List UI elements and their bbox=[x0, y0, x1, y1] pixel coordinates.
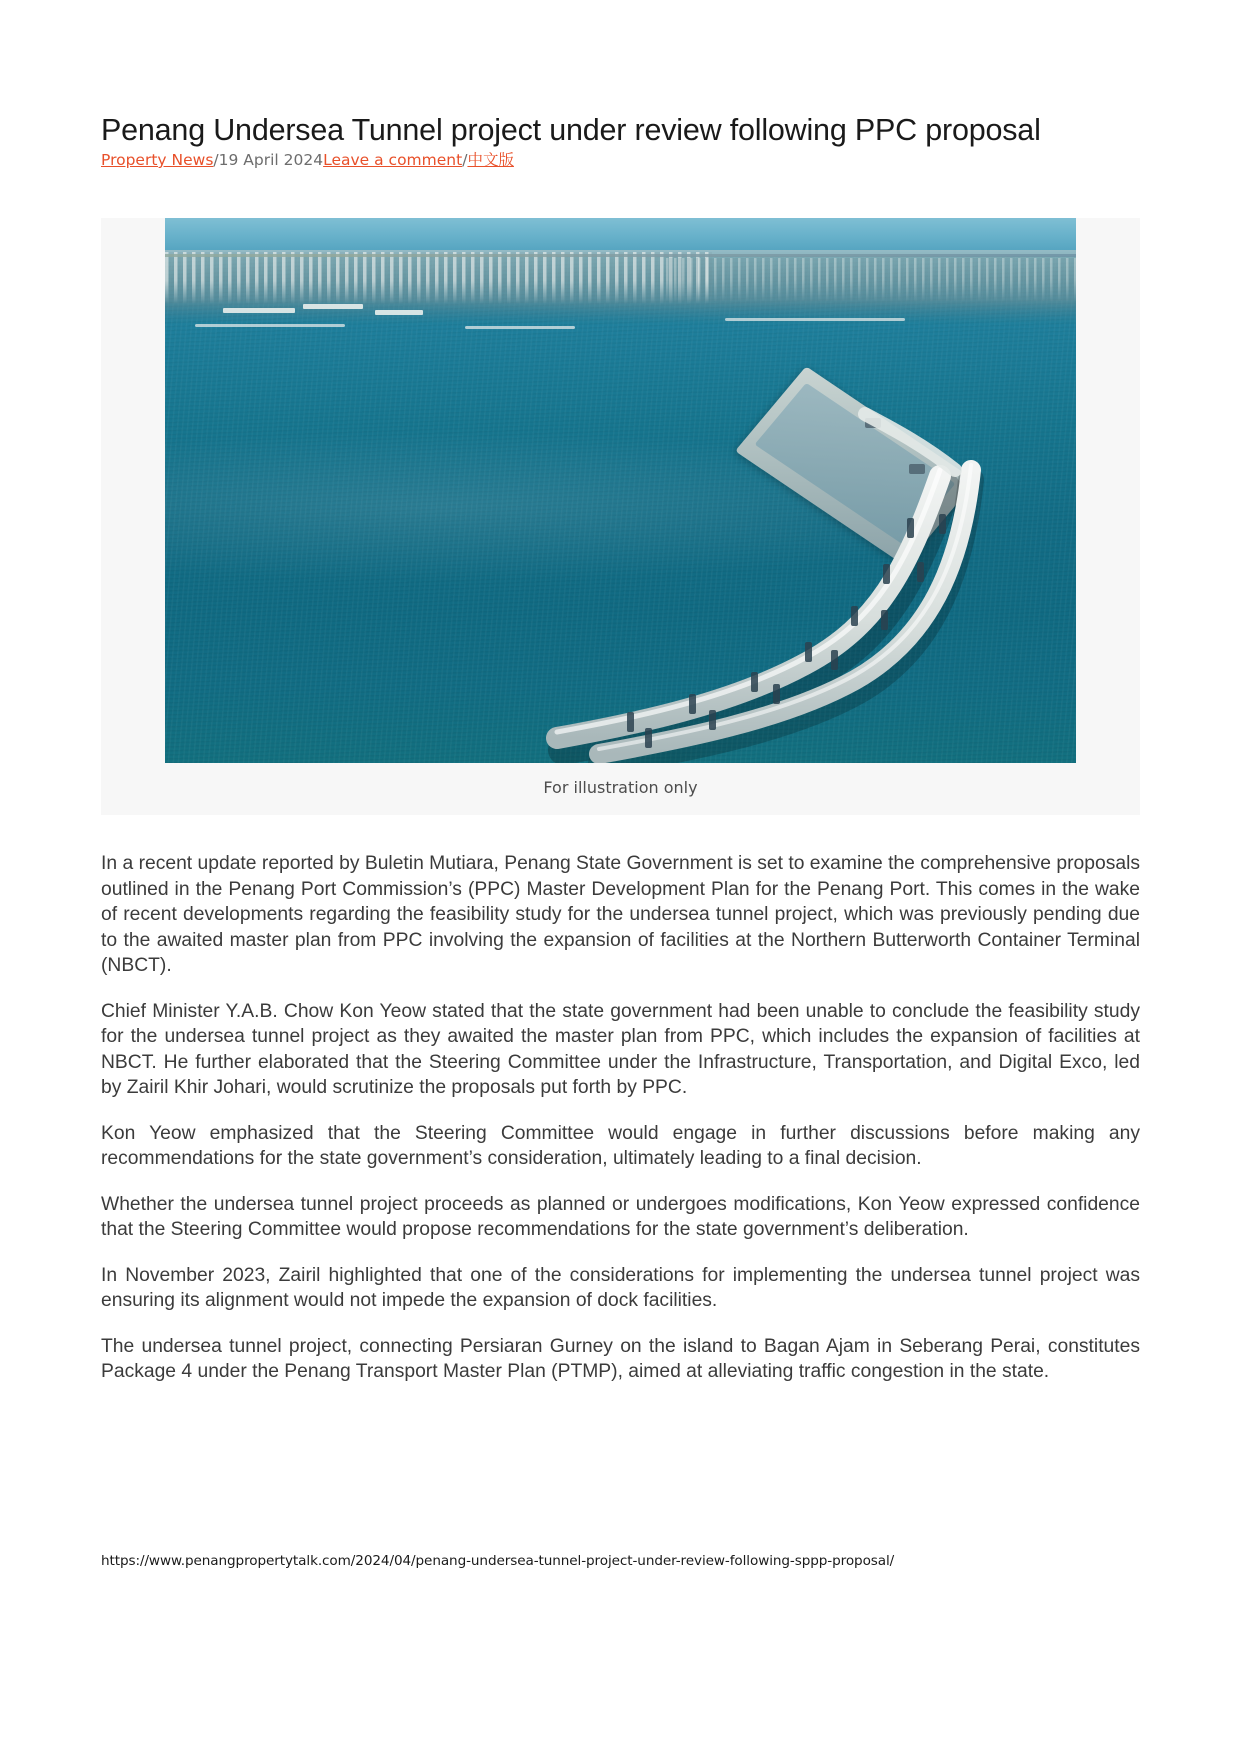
article-image bbox=[165, 218, 1076, 763]
port-terminal-buildings bbox=[165, 252, 712, 304]
docked-ship-3 bbox=[375, 310, 423, 315]
byline-separator-2: / bbox=[462, 151, 468, 169]
island-structure-2 bbox=[909, 464, 925, 474]
article-paragraph: Whether the undersea tunnel project proceeds as planned or undergoes modifications, Kon Yeow expressed confidence that the Steering Committee would propose recommendations for the state government’s deliberation. bbox=[101, 1193, 1140, 1240]
breakwater-mid bbox=[465, 326, 575, 329]
figure-caption: For illustration only bbox=[543, 778, 698, 797]
article-figure bbox=[101, 218, 1140, 815]
breakwater-left bbox=[195, 324, 345, 327]
byline-date: 19 April 2024 bbox=[218, 151, 324, 169]
article-container bbox=[101, 112, 1140, 1385]
article-paragraph: Chief Minister Y.A.B. Chow Kon Yeow stated that the state government had been unable to conclude the feasibility study for the undersea tunnel project as they awaited the master plan from PPC, which includes the expansion of facilities at NBCT. He further elaborated that the Steering Committee under the Infrastructure, Transportation, and Digital Exco, led by Zairil Khir Johari, would scrutinize the proposals put forth by PPC. bbox=[101, 1000, 1140, 1098]
horizon-line bbox=[165, 254, 1076, 257]
byline bbox=[101, 150, 1140, 170]
article-paragraph: Kon Yeow emphasized that the Steering Committee would engage in further discussions before making any recommendations for the state government’s consideration, ultimately leading to a final decision. bbox=[101, 1122, 1140, 1169]
port-terminal-buildings-far bbox=[666, 258, 1076, 302]
article-body bbox=[101, 851, 1140, 1385]
docked-ship-1 bbox=[223, 308, 295, 313]
article-paragraph: The undersea tunnel project, connecting Persiaran Gurney on the island to Bagan Ajam in Seberang Perai, constitutes Package 4 under the Penang Transport Master Plan (PTMP), aimed at alleviating traffic congestion in the state. bbox=[101, 1335, 1140, 1382]
byline-separator-1: / bbox=[213, 151, 219, 169]
page-title: Penang Undersea Tunnel project under review following PPC proposal bbox=[101, 113, 1041, 147]
source-url[interactable]: https://www.penangpropertytalk.com/2024/04/penang-undersea-tunnel-project-under-review-following-sppp-proposal/ bbox=[101, 1553, 895, 1569]
article-paragraph: In November 2023, Zairil highlighted that one of the considerations for implementing the undersea tunnel project was ensuring its alignment would not impede the expansion of dock facilities. bbox=[101, 1264, 1140, 1311]
docked-ship-2 bbox=[303, 304, 363, 309]
byline-language-link[interactable]: 中文版 bbox=[467, 151, 514, 169]
island-structure-1 bbox=[865, 418, 881, 428]
byline-comment-link[interactable]: Leave a comment bbox=[323, 151, 463, 169]
breakwater-right bbox=[725, 318, 905, 321]
article-paragraph: In a recent update reported by Buletin Mutiara, Penang State Government is set to examine the comprehensive proposals outlined in the Penang Port Commission’s (PPC) Master Development Plan for the Penang Port. This comes in the wake of recent developments regarding the feasibility study for the undersea tunnel project, which was previously pending due to the awaited master plan from PPC involving the expansion of facilities at the Northern Butterworth Container Terminal (NBCT). bbox=[101, 853, 1140, 976]
byline-category-link[interactable]: Property News bbox=[101, 151, 214, 169]
